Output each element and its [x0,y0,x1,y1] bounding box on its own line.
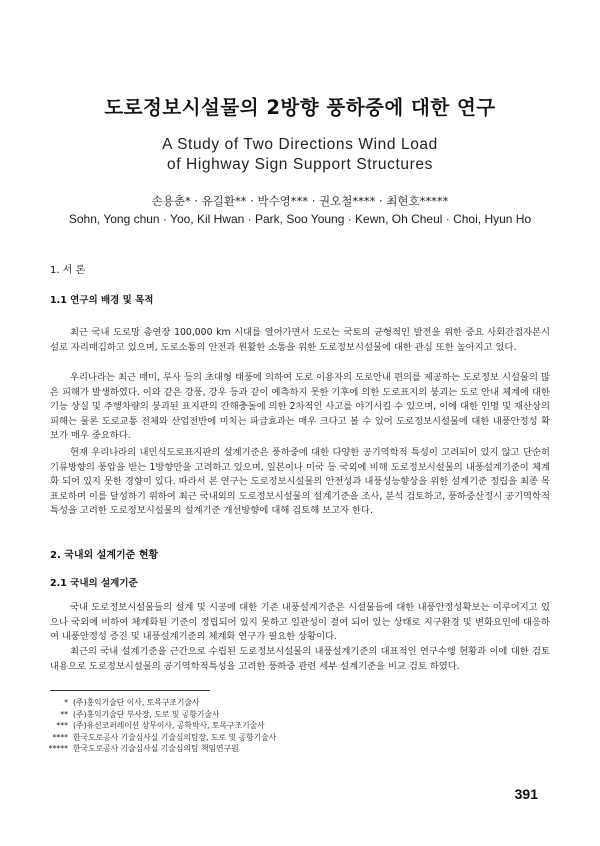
subsection-heading-domestic-codes: 2.1 국내의 설계기준 [50,578,138,589]
footnote-text: 한국도로공사 기술심사실 기술심의팀장, 도로 및 공항기술사 [73,732,277,742]
section-heading-introduction: 1. 서 론 [50,265,86,276]
footnote-item [46,720,276,732]
footnote-text: (주)유신코퍼레이션 상무이사, 공학박사, 토목구조기술사 [73,721,265,731]
footnote-mark: **** [52,732,68,742]
footnote-item [46,732,276,744]
footnote-item [46,697,276,709]
authors-english: Sohn, Yong chun · Yoo, Kil Hwan · Park, Soo Young · Kewn, Oh Cheul · Choi, Hyun Ho [68,212,532,226]
paper-title-english [0,135,600,175]
footnote-item [46,709,276,721]
body-paragraph: 최근의 국내 설계기준을 근간으로 수립된 도로정보시설물의 내풍설계기준의 대표적인 연구수행 현황과 이에 대한 검토내용으로 도로정보시설물의 공기역학적특성을 고려한 풍하중 관련 세부 설계기준을 비교 검토 하였다. [50,646,550,672]
footnote-text: (주)홍익기술단 부사장, 도로 및 공항기술사 [73,709,220,719]
authors-korean: 손용춘* · 유길환** · 박수영*** · 권오철**** · 최현호***** [151,194,449,208]
footnote-divider [50,690,210,691]
footnote-text: 한국도로공사 기술심사실 기술심의팀 책임연구원 [73,744,239,754]
title-english-line-2: of Highway Sign Support Structures [167,156,433,173]
page-number: 391 [514,786,538,802]
footnote-mark: ***** [48,744,68,754]
body-paragraph: 국내 도로정보시설물들의 설계 및 시공에 대한 기존 내풍설계기준은 시설물들에 대한 내풍안정성확보는 이루어지고 있으나 국외에 비하여 체계화된 기준이 정립되어 있지 못하고 일관성이 결여 되어 있는 상태로 지구환경 및 변화요인에 대응하여 내풍안정성 증진 및 내풍설계기준의 체계화 연구가 필요한 상황이다. [50,602,550,643]
body-paragraph: 우리나라는 최근 매미, 루사 등의 초대형 태풍에 의하여 도로 이용자의 도로안내 편의를 제공하는 도로정보 시설물의 많은 피해가 발생하였다. 이와 같은 강풍, 강우 등과 같이 예측하지 못한 기후에 의한 도로표지의 붕괴는 도로 안내 체계에 대한 기능 상실 및 주행차량의 붕괴된 표지판의 잔해충돌에 의한 2차적인 사고를 야기시킬 수 있으며, 이에 대한 인명 및 재산상의 피해는 물론 도로교통 전체와 산업전반에 미치는 파급효과는 매우 크다고 볼 수 있어 도로정보시설물에 대한 내풍안정성 확보가 매우 중요하다. [50,372,550,442]
footnote-text: (주)홍익기술단 이사, 토목구조기술사 [73,698,200,707]
section-heading-design-codes: 2. 국내외 설계기준 현황 [50,550,159,561]
footnote-mark: *** [56,721,68,731]
body-paragraph: 최근 국내 도로망 총연장 100,000 km 시대를 열어가면서 도로는 국토의 균형적인 발전을 위한 중요 사회간접자본시설로 자리매김하고 있으며, 도로소통의 안전과 원활한 소통을 위한 도로정보시설물에 대한 관심 또한 높아지고 있다. [50,327,550,353]
paper-title-korean: 도로정보시설물의 2방향 풍하중에 대한 연구 [104,96,496,119]
footnotes [46,697,276,755]
footnote-mark: ** [60,709,68,719]
subsection-heading-background: 1.1 연구의 배경 및 목적 [50,295,154,306]
footnote-item [46,743,276,755]
footnote-mark: * [64,698,68,707]
title-english-line-1: A Study of Two Directions Wind Load [162,136,438,153]
body-paragraph: 현재 우리나라의 내민식도로표지판의 설계기준은 풍하중에 대한 다양한 공기역학적 특성이 고려되어 있지 않고 단순히 기류방향의 풍압을 받는 1방향만을 고려하고 있으며, 일본이나 미국 등 국외에 비해 도로정보시설물의 내풍설계기준이 체계화 되어 있지 못한 경향이 있다. 따라서 본 연구는 도로정보시설물의 안전성과 내풍성능향상을 위한 설계기준 정립을 최종 목표로하며 이를 달성하기 위하여 최근 국내외의 도로정보시설물의 설계기준을 조사, 분석 검토하고, 풍하중산정시 공기역학적 특성을 고려한 도로정보시설물의 설계기준 개선방향에 대해 검토해 보고자 한다. [50,447,550,517]
